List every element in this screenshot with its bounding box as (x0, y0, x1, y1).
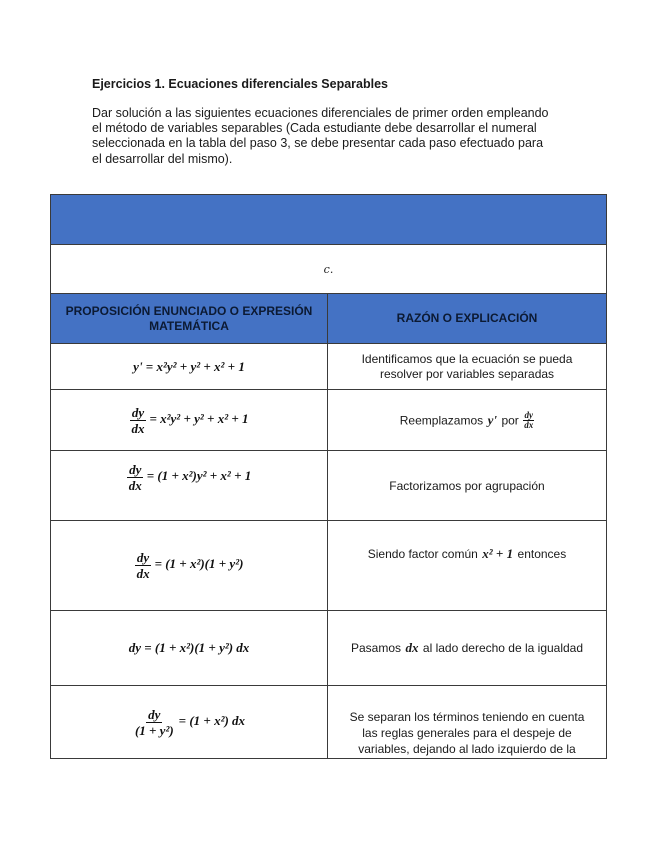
header-line: PROPOSICIÓN ENUNCIADO O EXPRESIÓN (65, 303, 313, 318)
derivative-fraction (127, 463, 144, 492)
math-expression (135, 550, 244, 581)
solution-table (50, 194, 607, 759)
table-header-row (51, 294, 607, 344)
table-row (51, 344, 607, 390)
reason-line: las reglas generales para el despeje de (362, 726, 572, 740)
reason-cell (328, 390, 607, 451)
reason-text: al lado derecho de la igualdad (422, 641, 584, 655)
intro-line: seleccionada en la tabla del paso 3, se debe presentar cada paso efectuado para (92, 136, 544, 151)
math-expression (133, 706, 246, 738)
derivative-fraction (133, 708, 176, 737)
fraction-numerator: dy (148, 706, 161, 722)
expression-cell (51, 521, 328, 611)
exercise-label: c. (51, 245, 607, 294)
intro-paragraph (92, 106, 592, 167)
expr-lhs: y' = (133, 358, 154, 374)
derivative-fraction (129, 406, 146, 435)
exercise-label-row (51, 245, 607, 294)
reason-line: Identificamos que la ecuación se pueda (361, 351, 573, 366)
reason-line: variables, dejando al lado izquierdo de la (358, 742, 576, 756)
reason-cell (328, 451, 607, 521)
expr-rhs: = (1 + x²)y² + x² + 1 (146, 468, 252, 484)
fraction-denominator: dx (136, 566, 150, 581)
table-banner-row (51, 195, 607, 245)
intro-line: el método de variables separables (Cada estudiante debe desarrollar el numeral (92, 121, 537, 136)
reason-symbol: y' (487, 412, 497, 428)
expr-rhs: = (1 + x²)(1 + y²) (154, 556, 244, 572)
reason-fraction (523, 411, 534, 430)
fraction-denominator: dx (131, 420, 145, 436)
table-row (51, 611, 607, 686)
intro-line: el desarrollar del mismo). (92, 151, 233, 166)
reason-text: Pasamos (350, 641, 401, 655)
expr-rhs: = (1 + x²) dx (178, 712, 246, 728)
expression-cell (51, 686, 328, 759)
derivative-fraction (135, 551, 152, 580)
reason-line: resolver por variables separadas (379, 366, 555, 381)
table-row (51, 686, 607, 759)
table-row (51, 521, 607, 611)
math-expression (129, 404, 249, 436)
column-header-expression (51, 294, 328, 344)
fraction-denominator: dx (128, 478, 142, 493)
math-expression (127, 462, 252, 493)
reason-cell (328, 521, 607, 611)
reason-cell (328, 344, 607, 390)
math-expression: dy = (1 + x²)(1 + y²) dx (128, 640, 250, 655)
reason-joiner: por (501, 413, 519, 428)
reason-math: x² + 1 (482, 546, 514, 561)
reason-clip (328, 686, 606, 758)
fraction-numerator: dy (129, 462, 142, 477)
expression-cell (51, 451, 328, 521)
fraction-numerator: dy (524, 409, 533, 420)
reason-text: entonces (517, 547, 567, 561)
fraction-denominator: (1 + y²) (134, 722, 174, 738)
reason-math: dx (405, 640, 419, 655)
reason-line: Se separan los términos teniendo en cuenta (349, 710, 585, 724)
reason-cell (328, 686, 607, 759)
table-row (51, 451, 607, 521)
expression-cell (51, 611, 328, 686)
column-header-reason: RAZÓN O EXPLICACIÓN (328, 294, 607, 344)
fraction-denominator: dx (524, 419, 534, 430)
table-banner (51, 195, 607, 245)
expression-cell (51, 344, 328, 390)
header-line: MATEMÁTICA (149, 318, 229, 333)
expression-cell (51, 390, 328, 451)
reason-text: Siendo factor común (367, 547, 478, 561)
intro-line: Dar solución a las siguientes ecuaciones diferenciales de primer orden empleando (92, 106, 549, 120)
expr-rhs: x²y² + y² + x² + 1 (156, 358, 245, 374)
math-expression (133, 359, 245, 374)
fraction-numerator: dy (136, 550, 150, 565)
fraction-numerator: dy (131, 404, 145, 420)
expr-rhs: = x²y² + y² + x² + 1 (149, 410, 249, 426)
exercise-heading: Ejercicios 1. Ecuaciones diferenciales Separables (92, 77, 388, 91)
table-row (51, 390, 607, 451)
reason-text: Factorizamos por agrupación (389, 478, 545, 493)
reason-cell (328, 611, 607, 686)
reason-text: Reemplazamos (399, 413, 484, 428)
